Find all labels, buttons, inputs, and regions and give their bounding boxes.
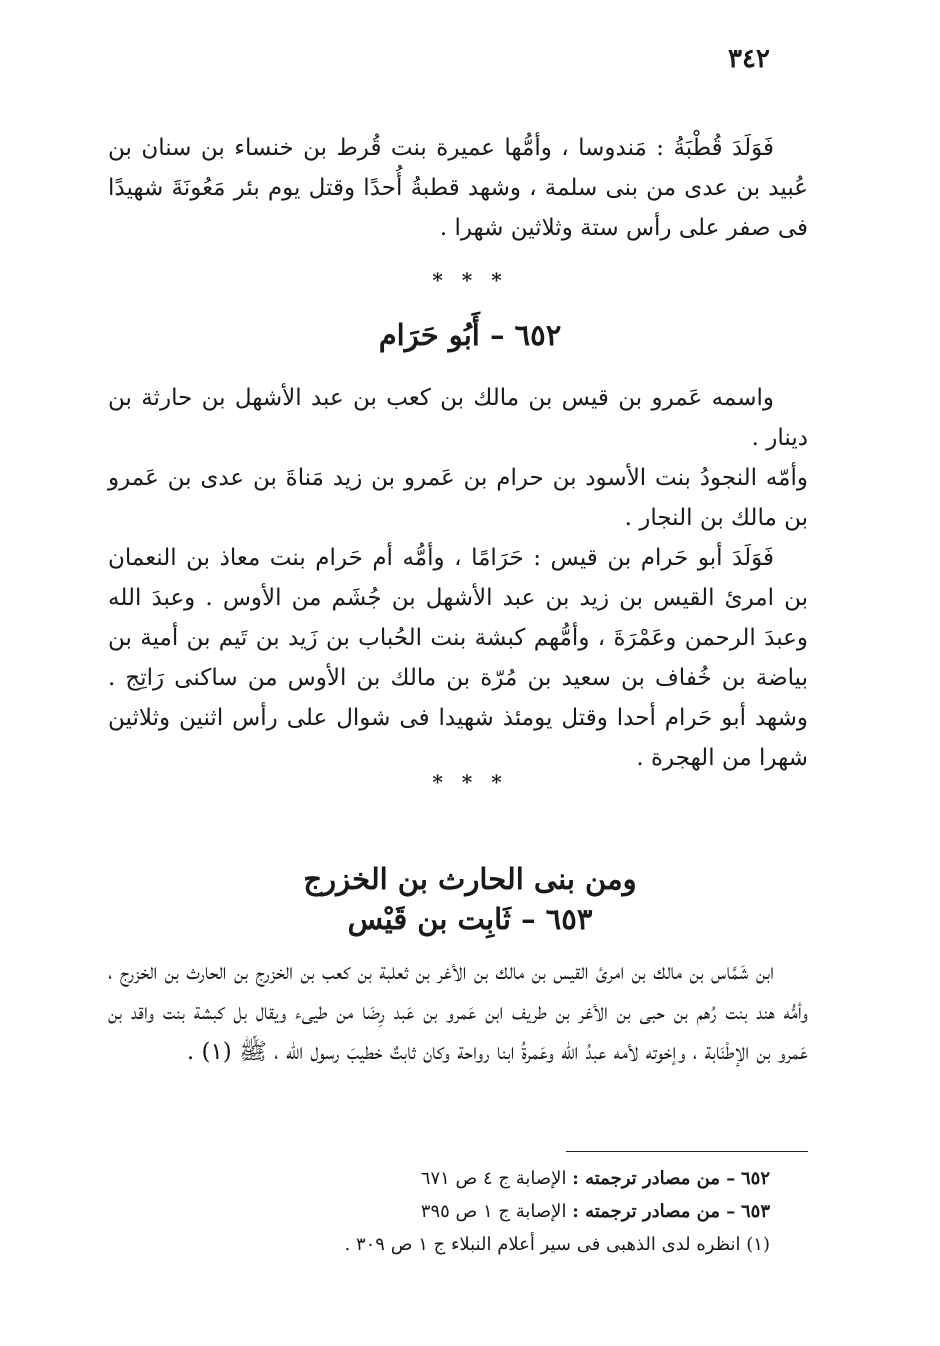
entry-652-body	[108, 378, 808, 778]
section-title: ومن بنى الحارث بن الخزرج	[303, 862, 637, 896]
entry-652-paragraph-2: وأمّه النجودُ بنت الأسود بن حرام بن عَمرو بن زيد مَناةَ بن عدى بن عَمرو بن مالك بن النجار .	[108, 465, 808, 531]
footnote-label: – من مصادر ترجمته :	[572, 1168, 736, 1189]
entry-653-paragraph-1: ابن شَمَّاس بن مالك بن امرئ القيس بن مالك بن الأغر بن ثعلبة بن كعب بن الخزرج بن الحارث بن الخزرج ، وأمُّه هند بنت رُهم بن حبى بن الأغر بن طريف ابن عَمرو بن عَبد رِضَا من طيىء ويقال بل كبشة بنت واقد بن عَمرو بن الإطْنَابة ، وإخوته لأمه عبدُ الله وعَمرةُ ابنا رواحة وكان ثابتٌ خطيبَ رسول الله ، ﷺ (١) .	[108, 959, 808, 1065]
footnote-divider	[566, 1151, 808, 1152]
separator-1: * * *	[432, 268, 508, 292]
footnote-item	[250, 1228, 770, 1261]
footnote-text: الإصابة ج ١ ص ٣٩٥	[420, 1201, 567, 1222]
footnote-number: (١)	[746, 1234, 770, 1255]
page-number: ٣٤٢	[728, 44, 770, 74]
footnote-label: – من مصادر ترجمته :	[572, 1201, 736, 1222]
footnotes	[250, 1162, 770, 1261]
entry-652-paragraph-3: فَوَلَدَ أبو حَرام بن قيس : حَرَامًا ، وأمُّه أم حَرام بنت معاذ بن النعمان بن امرئ القيس بن زيد بن عبد الأشهل بن جُشَم من الأوس . وعبدَ الله وعبدَ الرحمن وعَمْرَةَ ، وأمُّهم كبشة بنت الحُباب بن زَيد بن تَيم بن أمية بن بياضة بن خُفاف بن سعيد بن مُرّة بن مالك بن الأوس من ساكنى رَاتِج . وشهد أبو حَرام أحدا وقتل يومئذ شهيدا فى شوال على رأس اثنين وثلاثين شهرا من الهجرة .	[108, 545, 808, 771]
entry-653-heading: ٦٥٣ – ثَابِت بن قَيْس	[347, 902, 593, 936]
entry-652-paragraph-1: واسمه عَمرو بن قيس بن مالك بن كعب بن عبد الأشهل بن حارثة بن دينار .	[108, 385, 808, 451]
intro-paragraph: فَوَلَدَ قُطْبَةُ : مَندوسا ، وأمُّها عميرة بنت قُرط بن خنساء بن سنان بن عُبيد بن عدى من بنى سلمة ، وشهد قطبةُ أُحدًا وقتل يوم بئر مَعُونَةَ شهيدًا فى صفر على رأس ستة وثلاثين شهرا .	[108, 135, 808, 241]
footnote-number: ٦٥٣	[740, 1201, 770, 1222]
entry-652-heading: ٦٥٢ – أَبُو حَرَام	[378, 318, 562, 352]
entry-653-body	[108, 952, 808, 1072]
footnote-text: انظره لدى الذهبى فى سير أعلام النبلاء ج ١ ص ٣٠٩ .	[344, 1234, 741, 1255]
footnote-number: ٦٥٢	[740, 1168, 770, 1189]
footnote-text: الإصابة ج ٤ ص ٦٧١	[420, 1168, 567, 1189]
footnote-item	[250, 1162, 770, 1195]
intro-text	[108, 128, 808, 248]
footnote-item	[250, 1195, 770, 1228]
separator-2: * * *	[432, 770, 508, 794]
